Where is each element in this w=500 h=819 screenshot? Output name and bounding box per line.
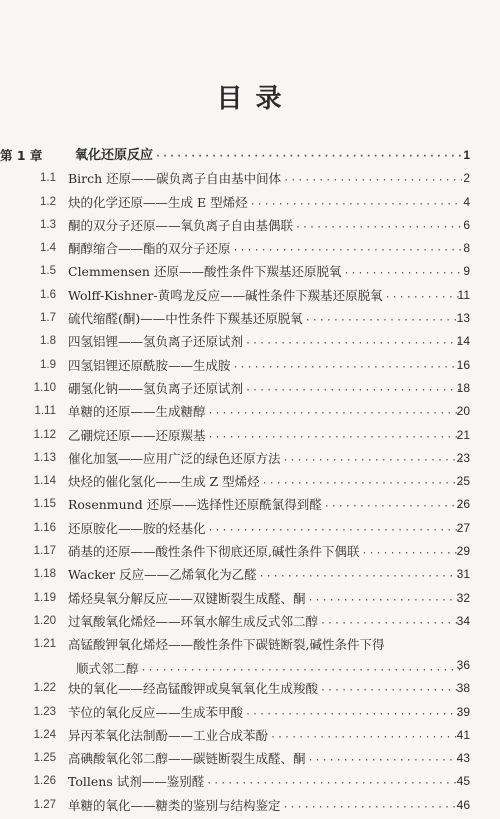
entry-title-wrap: [68, 167, 462, 192]
page-title: 目 录: [216, 84, 284, 114]
entry-page-number: 4: [463, 194, 470, 209]
entry-page-number: 14: [456, 334, 470, 349]
entry-number: 1.23: [33, 705, 56, 718]
chapter-title-wrap: [75, 144, 462, 168]
entry-title: 烯烃臭氧分解反应——双键断裂生成醛、酮: [68, 590, 306, 606]
entry-title: 炔烃的催化氢化——生成 Z 型烯烃: [68, 474, 260, 490]
toc-entry[interactable]: [0, 517, 500, 540]
entry-title-wrap: [68, 517, 462, 542]
entry-page-number: 2: [463, 171, 470, 186]
entry-page-number: 20: [456, 404, 470, 419]
toc-entry[interactable]: [0, 493, 500, 516]
dot-leader: [259, 565, 462, 588]
dot-leader: [324, 495, 462, 518]
entry-title: 炔的化学还原——生成 E 型烯烃: [68, 194, 248, 210]
entry-number: 1.3: [40, 218, 56, 231]
entry-page-number: 27: [456, 520, 470, 535]
entry-number: 1.18: [33, 568, 56, 581]
entry-number: 1.14: [33, 475, 56, 488]
dot-leader: [308, 589, 462, 612]
entry-number: 1.4: [40, 242, 56, 255]
toc-entry[interactable]: [0, 587, 500, 610]
entry-title-wrap: [68, 633, 462, 682]
entry-page-number: 18: [456, 380, 470, 395]
toc-entry[interactable]: [0, 400, 500, 423]
dot-leader: [208, 519, 462, 542]
entry-title-wrap: [68, 260, 462, 285]
entry-title: 炔的氧化——经高锰酸钾或臭氧氧化生成羧酸: [68, 681, 319, 697]
entry-page-number: 43: [456, 751, 470, 766]
dot-leader: [343, 262, 462, 285]
entry-number: 1.19: [33, 591, 56, 604]
entry-title-wrap: [68, 724, 462, 749]
dot-leader: [283, 796, 462, 819]
entry-number: 1.11: [34, 405, 56, 418]
toc-entry[interactable]: [0, 167, 500, 190]
entry-title: 高锰酸钾氧化烯烃——酸性条件下碳链断裂,碱性条件下得: [68, 637, 385, 653]
dot-leader: [295, 216, 462, 239]
entry-number: 1.24: [33, 728, 56, 741]
entry-page-number: 36: [456, 658, 470, 673]
entry-title-wrap: [68, 400, 462, 425]
entry-title-wrap: [68, 377, 462, 402]
entry-number: 1.2: [40, 195, 56, 208]
entry-title-wrap: [68, 284, 462, 309]
entry-number: 1.21: [33, 638, 56, 651]
toc-entry[interactable]: [0, 470, 500, 493]
entry-page-number: 11: [457, 287, 470, 302]
entry-page-number: 23: [456, 450, 470, 465]
entry-number: 1.15: [33, 498, 56, 511]
dot-leader: [208, 426, 462, 449]
entry-title-wrap: [68, 424, 462, 449]
entry-title-wrap: [68, 563, 462, 588]
entry-title: 还原胺化——胺的烃基化: [68, 520, 206, 536]
entry-number: 1.5: [40, 265, 56, 278]
entry-title-wrap: [68, 354, 462, 379]
entry-title-wrap: [68, 330, 462, 355]
dot-leader: [320, 679, 462, 702]
entry-title-wrap: [68, 447, 462, 472]
dot-leader: [155, 145, 462, 168]
entry-page-number: 6: [463, 217, 470, 232]
toc-entry[interactable]: [0, 447, 500, 470]
entry-title: Tollens 试剂——鉴别醛: [68, 774, 205, 790]
dot-leader: [206, 772, 462, 795]
entry-number: 1.16: [33, 521, 56, 534]
entry-number: 1.10: [33, 381, 56, 394]
entry-title-wrap: [68, 794, 462, 819]
entry-title-wrap: [68, 701, 462, 726]
dot-leader: [245, 332, 462, 355]
dot-leader: [305, 309, 462, 332]
dot-leader: [262, 472, 462, 495]
entry-number: 1.22: [33, 682, 56, 695]
toc-entry[interactable]: [0, 330, 500, 353]
entry-page-number: 32: [456, 590, 470, 605]
entry-page-number: 46: [456, 797, 470, 812]
entry-title: 酮的双分子还原——氧负离子自由基偶联: [68, 217, 294, 233]
entry-title: 酮醇缩合——酯的双分子还原: [68, 241, 231, 257]
chapter-title: 氧化还原反应: [75, 148, 154, 163]
table-of-contents: [0, 144, 500, 817]
dot-leader: [245, 379, 462, 402]
entry-title-wrap: [68, 307, 462, 332]
entry-title: 乙硼烷还原——还原羰基: [68, 427, 206, 443]
entry-title-wrap: [68, 540, 462, 565]
entry-title-wrap: [68, 587, 462, 612]
entry-number: 1.12: [33, 428, 56, 441]
dot-leader: [250, 193, 462, 216]
entry-title: 硼氢化钠——氢负离子还原试剂: [68, 380, 244, 396]
toc-entry[interactable]: [0, 563, 500, 586]
toc-entry[interactable]: [0, 677, 500, 700]
entry-title: Wolff-Kishner-黄鸣龙反应——碱性条件下羰基还原脱氧: [68, 287, 383, 303]
entry-title-wrap: [68, 677, 462, 702]
toc-entry[interactable]: [0, 724, 500, 747]
toc-entry[interactable]: [0, 260, 500, 283]
toc-entry[interactable]: [0, 540, 500, 563]
entry-title-wrap: [68, 610, 462, 635]
entry-number: 1.6: [40, 288, 56, 301]
toc-entry[interactable]: [0, 424, 500, 447]
entry-title-wrap: [68, 470, 462, 495]
toc-entry[interactable]: [0, 354, 500, 377]
entry-page-number: 39: [456, 704, 470, 719]
toc-entry[interactable]: [0, 701, 500, 724]
entry-title: 四氢铝锂——氢负离子还原试剂: [68, 334, 244, 350]
toc-entry[interactable]: [0, 794, 500, 817]
entry-number: 1.8: [40, 335, 56, 348]
entry-number: 1.7: [40, 312, 56, 325]
dot-leader: [233, 356, 462, 379]
entry-title: 过氧酸氧化烯烃——环氧水解生成反式邻二醇: [68, 613, 319, 629]
entry-title: 硫代缩醛(酮)——中性条件下羰基还原脱氧: [68, 311, 303, 327]
entry-number: 1.17: [33, 545, 56, 558]
entry-page-number: 29: [456, 544, 470, 559]
entry-title: 单糖的氧化——糖类的鉴别与结构鉴定: [68, 797, 281, 813]
entry-page-number: 34: [456, 613, 470, 628]
entry-number: 1.13: [33, 451, 56, 464]
entry-title-wrap: [68, 191, 462, 216]
entry-title: Wacker 反应——乙烯氧化为乙醛: [68, 567, 257, 583]
toc-entry[interactable]: [0, 377, 500, 400]
dot-leader: [233, 239, 462, 262]
entry-page-number: 25: [456, 474, 470, 489]
entry-page-number: 41: [456, 727, 470, 742]
chapter-label: 第 1 章: [0, 148, 43, 163]
entry-page-number: 45: [456, 774, 470, 789]
dot-leader: [270, 726, 462, 749]
entry-number: 1.25: [33, 752, 56, 765]
entry-title: 单糖的还原——生成糖醇: [68, 404, 206, 420]
toc-entry[interactable]: [0, 307, 500, 330]
entry-title: Birch 还原——碳负离子自由基中间体: [68, 171, 282, 187]
entry-title-wrap: [68, 770, 462, 795]
dot-leader: [208, 402, 462, 425]
entry-title-line2: 顺式邻二醇: [76, 660, 139, 676]
entry-page-number: 8: [463, 241, 470, 256]
entry-title: 硝基的还原——酸性条件下彻底还原,碱性条件下偶联: [68, 544, 360, 560]
entry-page-number: 21: [456, 427, 470, 442]
entry-page-number: 26: [456, 497, 470, 512]
toc-entry[interactable]: [0, 191, 500, 214]
chapter-page-number: 1: [463, 148, 470, 162]
entry-page-number: 16: [456, 357, 470, 372]
dot-leader: [320, 612, 462, 635]
entry-title-wrap: [68, 493, 462, 518]
toc-chapter-entry[interactable]: [0, 144, 500, 167]
entry-page-number: 31: [456, 567, 470, 582]
entry-title: Rosenmund 还原——选择性还原酰氯得到醛: [68, 497, 322, 513]
dot-leader: [283, 169, 462, 192]
entry-title: Clemmensen 还原——酸性条件下羰基还原脱氧: [68, 264, 342, 280]
entry-number: 1.1: [40, 172, 56, 185]
entry-number: 1.26: [33, 775, 56, 788]
entry-title: 高碘酸氧化邻二醇——碳链断裂生成醛、酮: [68, 751, 306, 767]
toc-entry[interactable]: [0, 633, 500, 677]
entry-title-wrap: [68, 214, 462, 239]
entry-page-number: 9: [463, 264, 470, 279]
dot-leader: [283, 449, 462, 472]
entry-title: 苄位的氧化反应——生成苯甲酸: [68, 704, 244, 720]
entry-number: 1.20: [33, 614, 56, 627]
entry-title: 催化加氢——应用广泛的绿色还原方法: [68, 450, 281, 466]
toc-entry[interactable]: [0, 747, 500, 770]
toc-entry[interactable]: [0, 214, 500, 237]
dot-leader: [245, 703, 462, 726]
entry-page-number: 13: [456, 311, 470, 326]
toc-entry[interactable]: [0, 770, 500, 793]
entry-number: 1.27: [33, 798, 56, 811]
entry-title-wrap: [68, 237, 462, 262]
toc-entry[interactable]: [0, 284, 500, 307]
toc-entry[interactable]: [0, 610, 500, 633]
entry-page-number: 38: [456, 681, 470, 696]
toc-entry[interactable]: [0, 237, 500, 260]
entry-title: 异丙苯氧化法制酚——工业合成苯酚: [68, 727, 269, 743]
entry-number: 1.9: [40, 358, 56, 371]
entry-title: 四氢铝锂还原酰胺——生成胺: [68, 357, 231, 373]
